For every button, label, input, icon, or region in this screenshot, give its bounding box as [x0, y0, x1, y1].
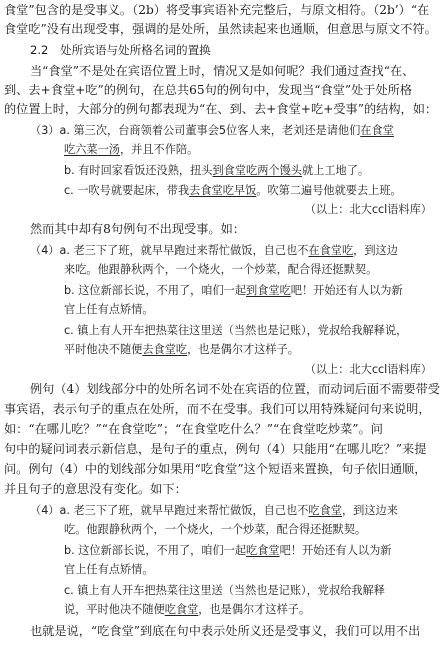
text-span: 就上工地了。	[301, 164, 370, 177]
underlined-phrase: 去食堂吃早饭	[189, 184, 257, 197]
text-line	[4, 21, 442, 38]
text-span: （4）a. 老三下了班，就早早跑过来帮忙做饭，自己也不	[30, 244, 309, 257]
underlined-phrase: 在食堂吃	[308, 244, 354, 257]
text-span: b. 这位新部长说，不用了，咱们一起	[64, 284, 247, 297]
underlined-phrase: 在食堂	[360, 124, 394, 137]
example-line	[64, 182, 442, 199]
text-span: 说，平时他决不随便	[64, 603, 165, 616]
underlined-phrase: 到食堂吃	[246, 284, 291, 297]
text-span: （4）a. 老三下了班，就早早跑过来帮忙做饭，自己也不	[30, 504, 309, 517]
example-line	[64, 301, 442, 318]
text-line	[4, 441, 442, 458]
text-line	[30, 623, 442, 640]
text-span: 例句（4）划线部分中的处所名词不处在宾语的位置，而动词后面不需要带受	[30, 382, 440, 396]
text-span: 当“食堂”不是处在宾语位置上时，情况又是如何呢？我们通过查找“在、	[30, 64, 415, 78]
text-span: 也就是说，“吃食堂”到底在句中表示处所义还是受事义，我们可以用不出	[30, 624, 421, 638]
underlined-phrase: 到食堂吃两个馒头	[212, 164, 302, 177]
text-span: 平时他决不随便	[64, 343, 143, 356]
text-span: b. 有时回家看饭还没熟，扭头	[64, 164, 213, 177]
example-line	[64, 582, 442, 599]
text-span: 2.2 处所宾语与处所格名词的置换	[30, 43, 211, 57]
text-line	[4, 2, 442, 19]
text-span: 官上任有点矫情。	[64, 303, 154, 316]
text-span: b. 这位新部长说，不用了，咱们一起	[64, 544, 247, 557]
text-line	[4, 421, 442, 438]
text-line	[4, 101, 442, 118]
text-line	[4, 461, 442, 478]
text-line	[30, 63, 442, 80]
text-span: 事宾语，表示句子的重点在处所，而不在受事。我们可以用特殊疑问句来说明，	[4, 402, 431, 416]
text-span: ，到这边来	[341, 504, 398, 517]
example-line	[64, 601, 442, 618]
underlined-phrase: 去食堂吃	[142, 343, 188, 356]
text-span: 然而其中却有8句例句不出现受事。如：	[30, 222, 245, 236]
text-line	[30, 221, 442, 238]
text-span: （以上：北大ccl语料库）	[304, 203, 432, 216]
example-line	[30, 122, 442, 139]
example-line	[30, 502, 442, 519]
example-line	[64, 322, 442, 339]
example-line	[30, 242, 442, 259]
text-span: c. 镇上有人开车把热菜往这里送（当然也是记账），党叔给我解释	[64, 584, 385, 597]
text-span: 的位置上时，大部分的例句都表现为“在、到、去+食堂+吃+受事”的结构，如：	[4, 102, 438, 116]
example-line	[64, 162, 442, 179]
source-note	[0, 361, 432, 378]
text-span: 。吹第二遍号他就要去上班。	[256, 184, 402, 197]
example-line	[64, 341, 442, 358]
example-line	[64, 521, 442, 538]
section-heading	[30, 42, 442, 59]
text-span: ，到这边	[353, 244, 398, 257]
text-span: 食堂”包含的是受事义。（2b）将受事宾语补充完整后，与原文相符。（2b’）“在	[4, 3, 430, 17]
text-line	[4, 481, 442, 498]
text-span: 吃。他跟静秋两个，一个烧火，一个炒菜，配合得还挺默契。	[64, 523, 367, 536]
text-span: ，也是偶尔才这样子。	[187, 343, 299, 356]
text-span: 句中的疑问词表示新信息，是句子的重点，例句（4）只能用“在哪儿吃？”来提	[4, 442, 427, 456]
text-span: （以上：北大ccl语料库）	[304, 363, 432, 376]
underlined-phrase: 吃食堂	[246, 544, 280, 557]
text-span: （3）a. 第三次，台商领着公司董事会5位客人来，老刘还是请他们	[30, 124, 361, 137]
example-line	[64, 542, 442, 559]
text-span: ，并且不作陪。	[119, 143, 199, 156]
text-span: c. 一吹号就要起床，带我	[64, 184, 190, 197]
text-span: 问。例句（4）中的划线部分如果用“吃食堂”这个短语来置换，句子依旧通顺，	[4, 462, 427, 476]
text-span: 吧！开始还有人以为新	[290, 284, 403, 297]
text-span: 来吃。他跟静秋两个，一个烧火，一个炒菜，配合得还挺默契。	[64, 263, 378, 276]
text-span: 到、去+食堂+吃”的例句，在总共65句的例句中，发现当“食堂”处于处所格	[4, 83, 413, 97]
text-span: 吧！开始还有人以为新	[279, 544, 392, 557]
example-line	[64, 282, 442, 299]
text-span: 食堂吃”没有出现受事，强调的是处所，虽然读起来也通顺，但意思与原文不符。	[4, 22, 437, 36]
source-note	[0, 201, 432, 218]
underlined-phrase: 吃六菜一汤	[64, 143, 120, 156]
example-line	[64, 561, 442, 578]
text-span: 并且句子的意思没有变化。如下：	[4, 482, 187, 496]
text-span: ，也是偶尔才这样子。	[198, 603, 311, 616]
text-line	[4, 82, 442, 99]
text-span: 官上任有点矫情。	[64, 563, 154, 576]
text-span: 如：“在哪儿吃？”“在食堂吃”；“在食堂吃什么？”“在食堂吃炒菜”。问	[4, 422, 383, 436]
text-line	[30, 381, 442, 398]
example-line	[64, 261, 442, 278]
example-line	[64, 141, 442, 158]
text-line	[4, 401, 442, 418]
underlined-phrase: 吃食堂	[164, 603, 199, 616]
text-span: c. 镇上有人开车把热菜往这里送（当然也是记账），党叔给我解释说，	[64, 324, 408, 337]
underlined-phrase: 吃食堂	[308, 504, 342, 517]
